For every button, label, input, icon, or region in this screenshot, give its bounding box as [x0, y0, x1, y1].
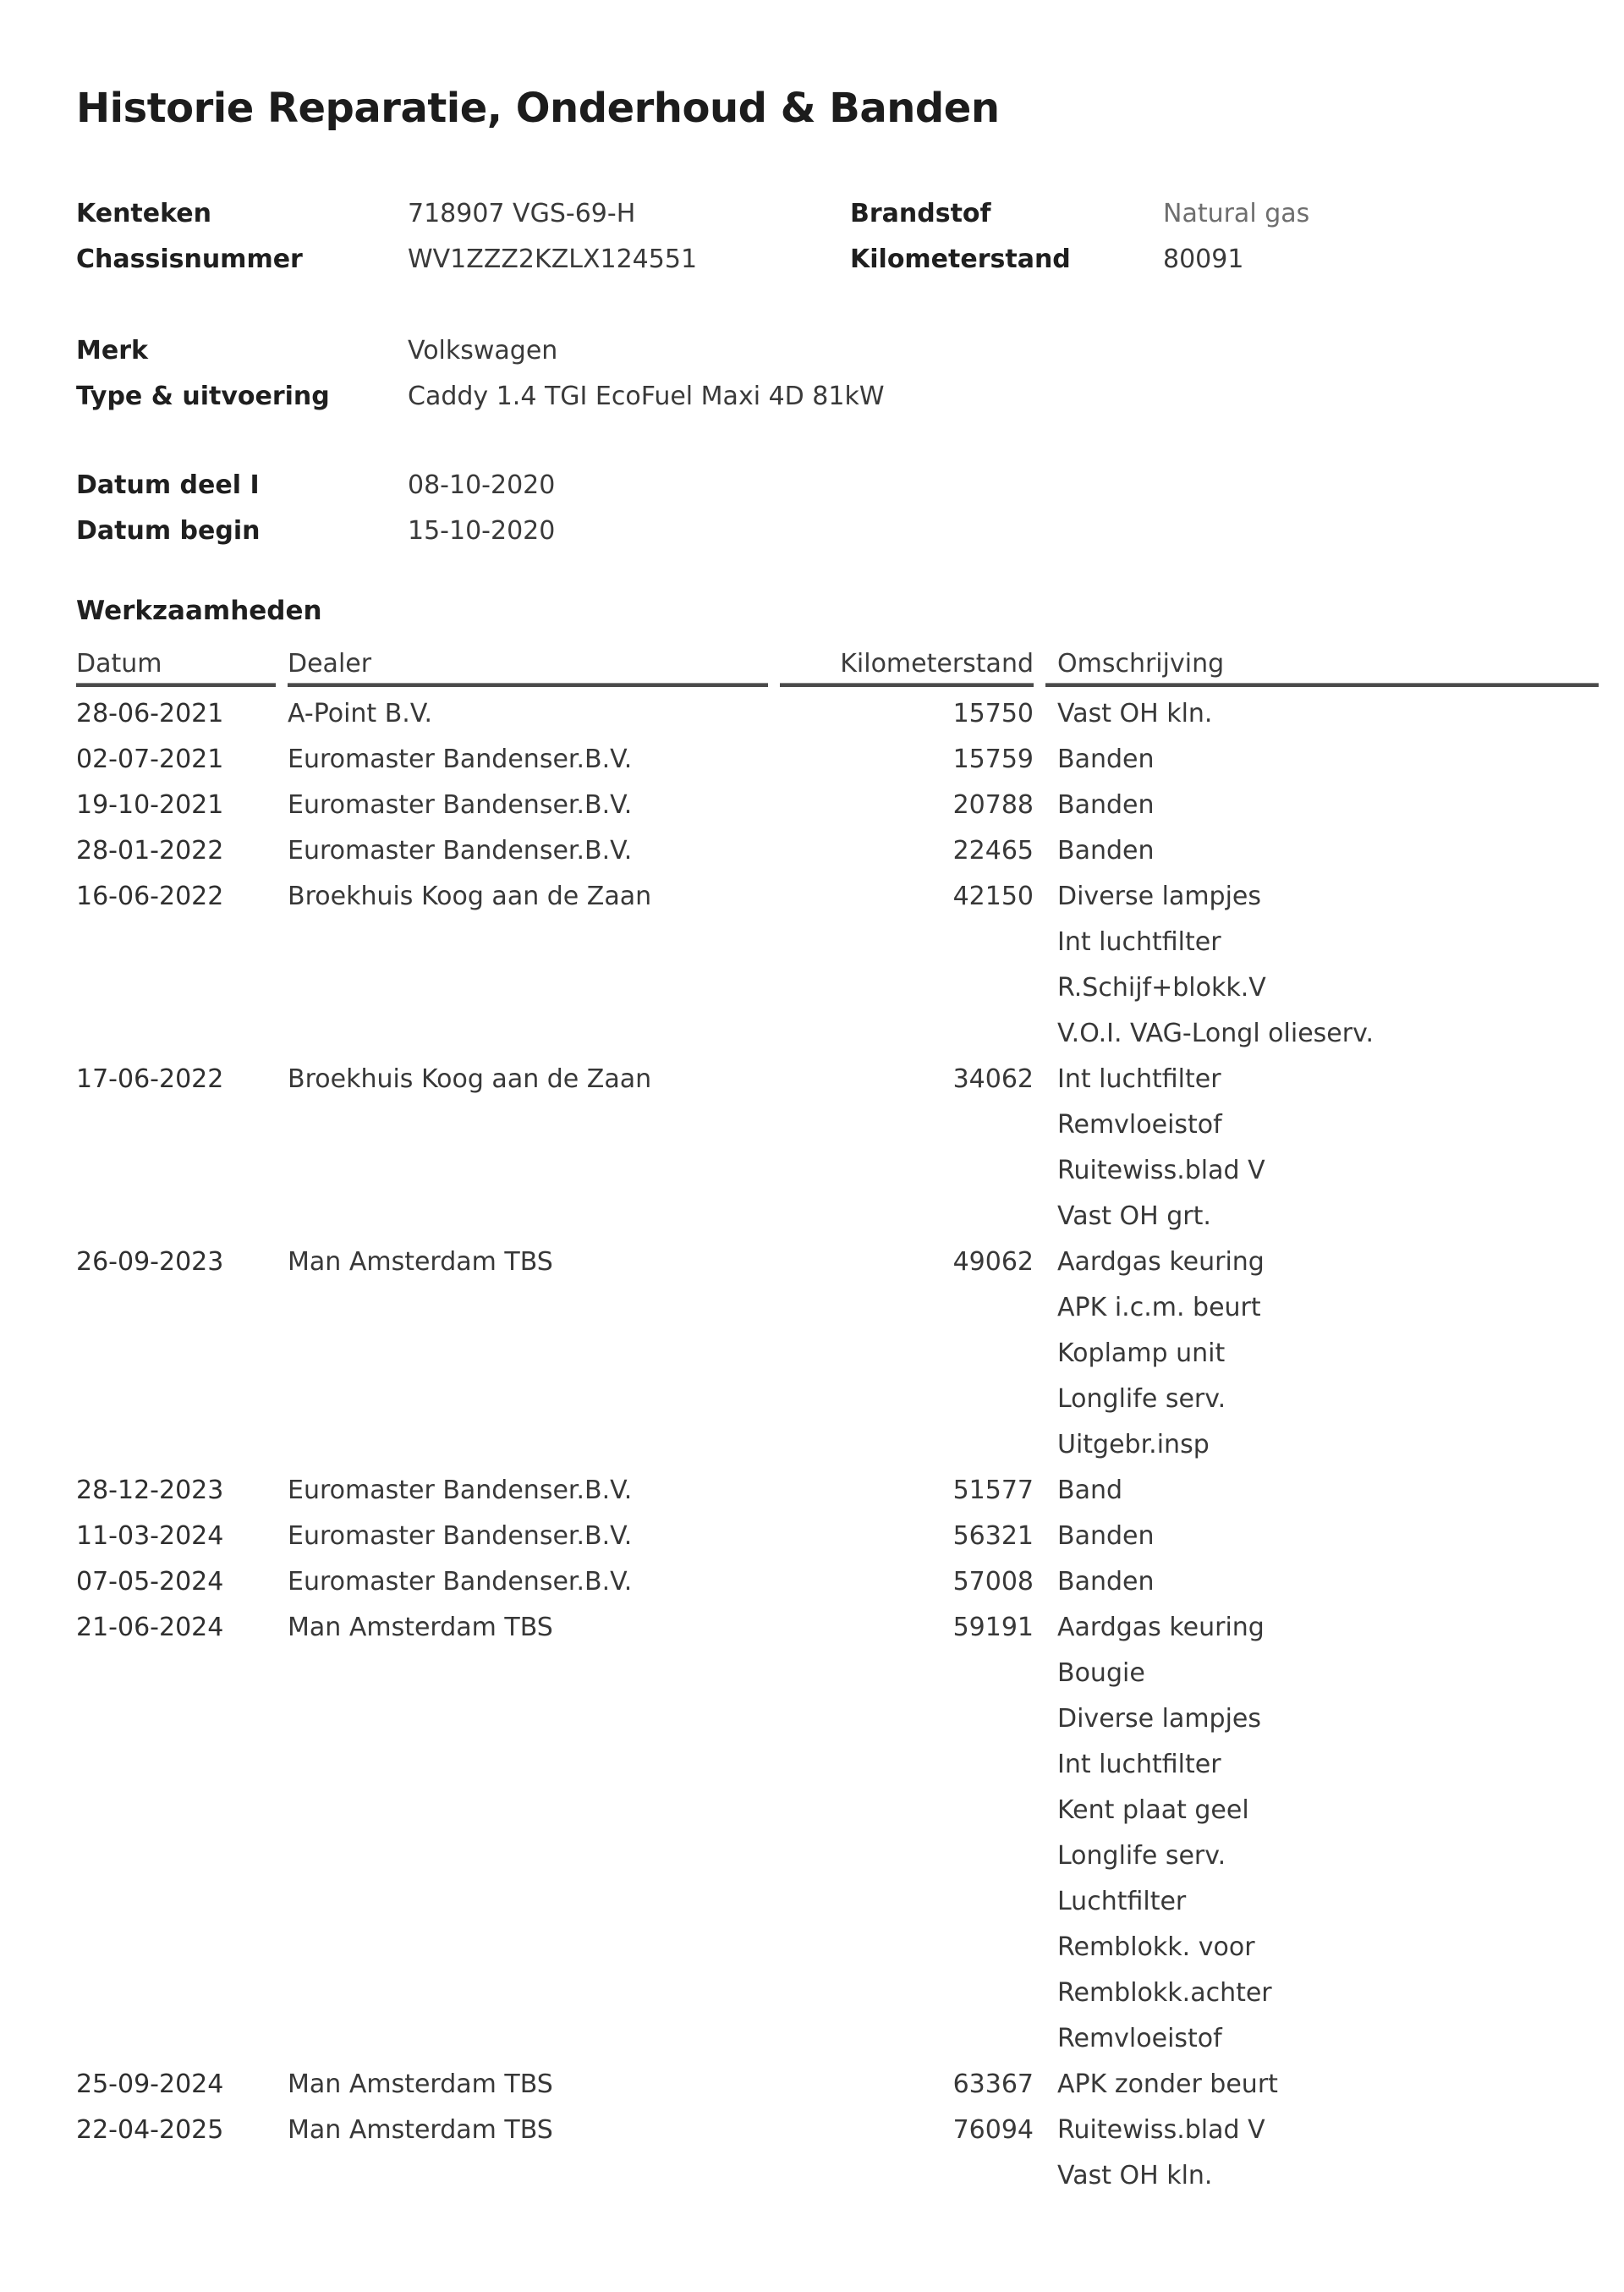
cell-dealer: Broekhuis Koog aan de Zaan — [288, 1064, 652, 1094]
cell-kilometerstand: 76094 — [952, 2115, 1034, 2145]
cell-datum: 07-05-2024 — [76, 1567, 224, 1597]
cell-omschrijving: Ruitewiss.blad V — [1057, 2115, 1265, 2145]
header-rule-segment — [780, 683, 1034, 687]
cell-dealer: Euromaster Bandenser.B.V. — [288, 836, 633, 866]
chassisnummer-label: Chassisnummer — [76, 245, 303, 274]
worklog-row-continuation — [0, 1102, 1624, 1148]
cell-datum — [76, 1696, 276, 1742]
worklog-row-continuation — [0, 965, 1624, 1011]
cell-kilometerstand — [780, 1422, 1034, 1468]
worklog-row — [0, 691, 1624, 737]
datum-begin-value: 15-10-2020 — [408, 516, 556, 546]
cell-datum — [76, 1377, 276, 1422]
worklog-row-continuation — [0, 1285, 1624, 1331]
worklog-header-row — [0, 646, 1624, 683]
cell-datum: 21-06-2024 — [76, 1613, 224, 1642]
cell-datum — [76, 1879, 276, 1925]
worklog-row-continuation — [0, 1833, 1624, 1879]
kilometerstand-value: 80091 — [1163, 245, 1244, 274]
cell-omschrijving: R.Schijf+blokk.V — [1057, 973, 1266, 1003]
cell-kilometerstand: 22465 — [952, 836, 1034, 866]
dates-block — [0, 463, 1624, 554]
cell-datum — [76, 1651, 276, 1696]
cell-dealer: Man Amsterdam TBS — [288, 1613, 553, 1642]
cell-kilometerstand — [780, 1696, 1034, 1742]
cell-dealer — [288, 1148, 768, 1194]
header-rule-segment — [1045, 683, 1599, 687]
worklog-row-continuation — [0, 1422, 1624, 1468]
cell-dealer: Euromaster Bandenser.B.V. — [288, 1476, 633, 1505]
cell-datum: 02-07-2021 — [76, 745, 224, 774]
cell-datum: 28-12-2023 — [76, 1476, 224, 1505]
cell-dealer: A-Point B.V. — [288, 699, 433, 728]
cell-dealer — [288, 1011, 768, 1057]
cell-omschrijving: Aardgas keuring — [1057, 1613, 1265, 1642]
worklog-row — [0, 737, 1624, 783]
cell-kilometerstand — [780, 1879, 1034, 1925]
cell-dealer — [288, 1788, 768, 1833]
cell-datum: 28-01-2022 — [76, 836, 224, 866]
datum-deel-1-label: Datum deel I — [76, 470, 260, 500]
cell-omschrijving: Remblokk.achter — [1057, 1978, 1272, 2008]
header-rule-segment — [288, 683, 768, 687]
cell-omschrijving: Remvloeistof — [1057, 1110, 1222, 1140]
vehicle-block — [0, 328, 1624, 420]
cell-datum — [76, 1742, 276, 1788]
worklog-row — [0, 874, 1624, 920]
worklog-row-continuation — [0, 1651, 1624, 1696]
column-header-omschrijving: Omschrijving — [1057, 649, 1225, 679]
cell-dealer — [288, 920, 768, 965]
cell-datum: 17-06-2022 — [76, 1064, 224, 1094]
cell-datum: 26-09-2023 — [76, 1247, 224, 1277]
worklog-row — [0, 1514, 1624, 1559]
brandstof-value: Natural gas — [1163, 199, 1310, 228]
cell-omschrijving: Longlife serv. — [1057, 1841, 1226, 1871]
cell-dealer — [288, 1696, 768, 1742]
cell-kilometerstand — [780, 2016, 1034, 2062]
cell-kilometerstand — [780, 1377, 1034, 1422]
cell-kilometerstand — [780, 2153, 1034, 2199]
type-uitvoering-label: Type & uitvoering — [76, 382, 330, 411]
worklog-row-continuation — [0, 1925, 1624, 1970]
cell-dealer: Euromaster Bandenser.B.V. — [288, 1567, 633, 1597]
worklog-row-continuation — [0, 2016, 1624, 2062]
cell-datum: 25-09-2024 — [76, 2069, 224, 2099]
worklog-row-continuation — [0, 2153, 1624, 2199]
merk-label: Merk — [76, 336, 148, 366]
chassisnummer-value: WV1ZZZ2KZLX124551 — [408, 245, 698, 274]
worklog-row-continuation — [0, 1148, 1624, 1194]
cell-dealer — [288, 965, 768, 1011]
cell-dealer — [288, 1102, 768, 1148]
worklog-row — [0, 1239, 1624, 1285]
cell-kilometerstand — [780, 1011, 1034, 1057]
cell-kilometerstand — [780, 1742, 1034, 1788]
worklog-row-continuation — [0, 1788, 1624, 1833]
cell-omschrijving: Remvloeistof — [1057, 2024, 1222, 2053]
cell-omschrijving: APK zonder beurt — [1057, 2069, 1278, 2099]
cell-omschrijving: Int luchtfilter — [1057, 1064, 1221, 1094]
worklog-row-continuation — [0, 1011, 1624, 1057]
cell-datum — [76, 2153, 276, 2199]
cell-dealer: Euromaster Bandenser.B.V. — [288, 1521, 633, 1551]
cell-kilometerstand — [780, 1788, 1034, 1833]
kenteken-label: Kenteken — [76, 199, 211, 228]
cell-datum — [76, 1285, 276, 1331]
cell-dealer — [288, 1331, 768, 1377]
cell-dealer: Euromaster Bandenser.B.V. — [288, 745, 633, 774]
cell-omschrijving: Int luchtfilter — [1057, 1750, 1221, 1779]
cell-kilometerstand: 63367 — [952, 2069, 1034, 2099]
worklog-row — [0, 2108, 1624, 2153]
header-rule-segment — [76, 683, 276, 687]
cell-kilometerstand — [780, 1148, 1034, 1194]
cell-omschrijving: Longlife serv. — [1057, 1384, 1226, 1414]
cell-dealer — [288, 2016, 768, 2062]
cell-omschrijving: Luchtfilter — [1057, 1887, 1187, 1916]
cell-kilometerstand — [780, 1102, 1034, 1148]
cell-datum — [76, 965, 276, 1011]
cell-dealer — [288, 2153, 768, 2199]
column-header-kilometerstand: Kilometerstand — [840, 649, 1034, 679]
cell-kilometerstand: 49062 — [952, 1247, 1034, 1277]
cell-kilometerstand — [780, 1925, 1034, 1970]
cell-omschrijving: Int luchtfilter — [1057, 927, 1221, 957]
datum-begin-label: Datum begin — [76, 516, 261, 546]
cell-omschrijving: Band — [1057, 1476, 1123, 1505]
cell-dealer — [288, 1742, 768, 1788]
cell-omschrijving: Bougie — [1057, 1658, 1145, 1688]
cell-datum — [76, 1788, 276, 1833]
cell-omschrijving: Diverse lampjes — [1057, 1704, 1262, 1734]
cell-dealer: Broekhuis Koog aan de Zaan — [288, 882, 652, 911]
worklog-row — [0, 783, 1624, 828]
cell-dealer: Man Amsterdam TBS — [288, 2069, 553, 2099]
page-title: Historie Reparatie, Onderhoud & Banden — [76, 85, 1000, 132]
cell-datum — [76, 920, 276, 965]
cell-dealer: Man Amsterdam TBS — [288, 1247, 553, 1277]
cell-omschrijving: Banden — [1057, 745, 1155, 774]
cell-dealer — [288, 1377, 768, 1422]
cell-datum: 11-03-2024 — [76, 1521, 224, 1551]
cell-omschrijving: Aardgas keuring — [1057, 1247, 1265, 1277]
cell-datum: 22-04-2025 — [76, 2115, 224, 2145]
column-header-datum: Datum — [76, 649, 162, 679]
cell-datum: 28-06-2021 — [76, 699, 224, 728]
cell-datum — [76, 1011, 276, 1057]
cell-omschrijving: Banden — [1057, 1521, 1155, 1551]
column-header-dealer: Dealer — [288, 649, 372, 679]
worklog-row — [0, 1559, 1624, 1605]
cell-kilometerstand: 15759 — [952, 745, 1034, 774]
cell-datum — [76, 1970, 276, 2016]
kenteken-value: 718907 VGS-69-H — [408, 199, 636, 228]
cell-datum: 19-10-2021 — [76, 790, 224, 820]
cell-kilometerstand — [780, 1833, 1034, 1879]
worklog-row-continuation — [0, 1331, 1624, 1377]
cell-kilometerstand: 51577 — [952, 1476, 1034, 1505]
merk-value: Volkswagen — [408, 336, 558, 366]
cell-kilometerstand: 59191 — [952, 1613, 1034, 1642]
cell-kilometerstand: 34062 — [952, 1064, 1034, 1094]
worklog-row-continuation — [0, 1696, 1624, 1742]
worklog-row-continuation — [0, 1194, 1624, 1239]
worklog-row — [0, 1468, 1624, 1514]
cell-kilometerstand: 57008 — [952, 1567, 1034, 1597]
brandstof-label: Brandstof — [850, 199, 991, 228]
cell-kilometerstand — [780, 920, 1034, 965]
worklog-table — [0, 646, 1624, 2199]
cell-omschrijving: Banden — [1057, 790, 1155, 820]
cell-kilometerstand — [780, 1331, 1034, 1377]
werkzaamheden-heading: Werkzaamheden — [76, 596, 322, 626]
cell-dealer — [288, 1285, 768, 1331]
worklog-row — [0, 2062, 1624, 2108]
cell-omschrijving: Vast OH kln. — [1057, 699, 1213, 728]
cell-datum — [76, 1148, 276, 1194]
cell-dealer — [288, 1970, 768, 2016]
cell-omschrijving: APK i.c.m. beurt — [1057, 1293, 1261, 1322]
cell-kilometerstand: 56321 — [952, 1521, 1034, 1551]
worklog-rows — [0, 691, 1624, 2199]
cell-omschrijving: Ruitewiss.blad V — [1057, 1156, 1265, 1185]
cell-kilometerstand — [780, 1194, 1034, 1239]
worklog-row-continuation — [0, 1377, 1624, 1422]
cell-kilometerstand — [780, 1970, 1034, 2016]
datum-deel-1-value: 08-10-2020 — [408, 470, 556, 500]
cell-omschrijving: Uitgebr.insp — [1057, 1430, 1210, 1459]
cell-dealer: Man Amsterdam TBS — [288, 2115, 553, 2145]
cell-dealer — [288, 1879, 768, 1925]
cell-datum — [76, 2016, 276, 2062]
type-uitvoering-value: Caddy 1.4 TGI EcoFuel Maxi 4D 81kW — [408, 382, 885, 411]
cell-datum — [76, 1194, 276, 1239]
worklog-row — [0, 1057, 1624, 1102]
worklog-row-continuation — [0, 1742, 1624, 1788]
cell-omschrijving: V.O.I. VAG-Longl olieserv. — [1057, 1019, 1374, 1048]
cell-kilometerstand: 15750 — [952, 699, 1034, 728]
cell-dealer — [288, 1651, 768, 1696]
cell-kilometerstand: 20788 — [952, 790, 1034, 820]
cell-omschrijving: Vast OH grt. — [1057, 1201, 1211, 1231]
cell-dealer — [288, 1925, 768, 1970]
cell-dealer — [288, 1194, 768, 1239]
cell-datum — [76, 1925, 276, 1970]
cell-datum: 16-06-2022 — [76, 882, 224, 911]
cell-kilometerstand — [780, 1651, 1034, 1696]
cell-omschrijving: Vast OH kln. — [1057, 2161, 1213, 2190]
cell-omschrijving: Banden — [1057, 836, 1155, 866]
cell-kilometerstand: 42150 — [952, 882, 1034, 911]
cell-datum — [76, 1331, 276, 1377]
cell-kilometerstand — [780, 965, 1034, 1011]
cell-datum — [76, 1422, 276, 1468]
cell-dealer: Euromaster Bandenser.B.V. — [288, 790, 633, 820]
worklog-row-continuation — [0, 1970, 1624, 2016]
cell-kilometerstand — [780, 1285, 1034, 1331]
worklog-row — [0, 828, 1624, 874]
cell-omschrijving: Remblokk. voor — [1057, 1932, 1255, 1962]
cell-dealer — [288, 1422, 768, 1468]
registration-block — [0, 191, 1624, 283]
cell-omschrijving: Diverse lampjes — [1057, 882, 1262, 911]
cell-datum — [76, 1102, 276, 1148]
worklog-row-continuation — [0, 920, 1624, 965]
cell-omschrijving: Koplamp unit — [1057, 1338, 1226, 1368]
kilometerstand-label: Kilometerstand — [850, 245, 1071, 274]
cell-omschrijving: Banden — [1057, 1567, 1155, 1597]
worklog-row — [0, 1605, 1624, 1651]
cell-datum — [76, 1833, 276, 1879]
cell-dealer — [288, 1833, 768, 1879]
header-rule — [0, 683, 1624, 687]
worklog-row-continuation — [0, 1879, 1624, 1925]
cell-omschrijving: Kent plaat geel — [1057, 1795, 1249, 1825]
